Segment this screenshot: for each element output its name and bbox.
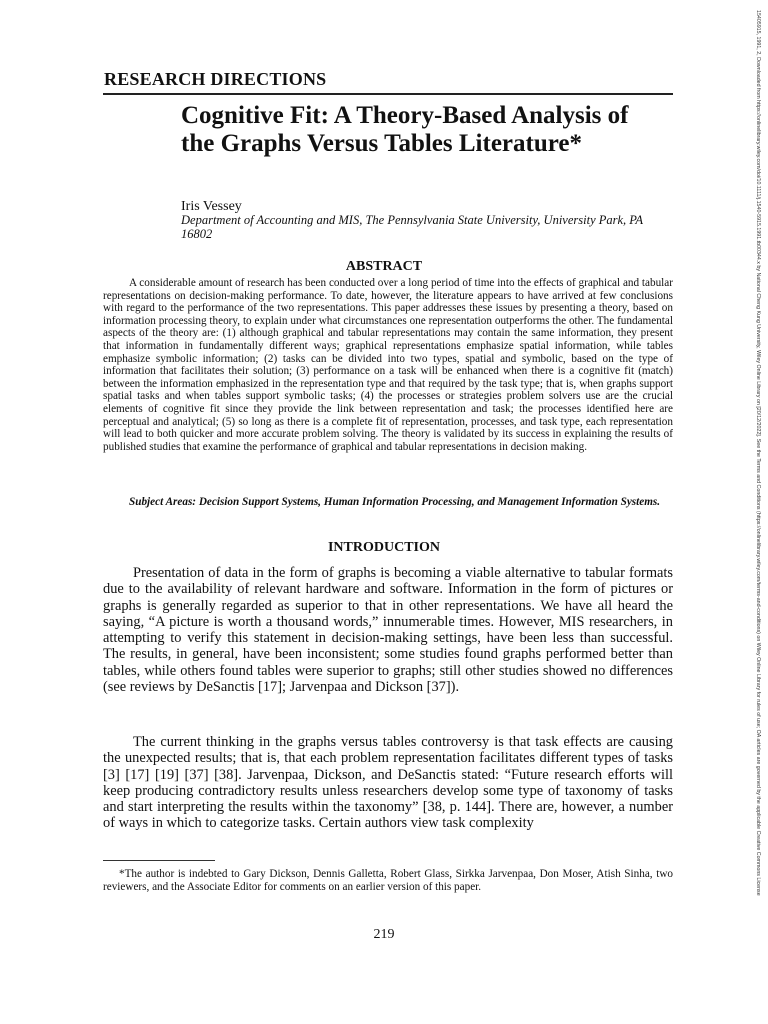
intro-paragraph-1: Presentation of data in the form of graphs is becoming a viable alternative to tabular formats due to the availability of relevant hardware and software. Information in the form of pictures or graphs is generally regarded as superior to that in other representations. We have all heard the saying, “A picture is worth a thousand words,” innumerable times. However, MIS researchers, in attempting to verify this statement in decision-making settings, have been less than successful. The results, in general, have been inconsistent; some studies found graphs performed better than tables, while others found tables were superior to graphs; still other studies showed no differences (see reviews by DeSanctis [17]; Jarvenpaa and Dickson [37]). (103, 565, 673, 696)
heading-rule (103, 93, 673, 95)
paper-title: Cognitive Fit: A Theory-Based Analysis of the Graphs Versus Tables Literature* (181, 102, 629, 157)
section-heading: RESEARCH DIRECTIONS (104, 69, 327, 89)
download-side-note: 15405915, 1991, 2, Downloaded from https://onlinelibrary.wiley.com/doi/10.1111/j.1540-5915.1991.tb00344.x by National Cheng Kung University, Wiley Online Library on [20/12/2022]. See the Terms and Conditions (https://onlinelibrary.wiley.com/terms-and-conditions) on Wiley Online Library for rules of use; OA articles are governed by the applicable Creative Commons License (755, 10, 761, 896)
subject-areas-list: Decision Support Systems, Human Information Processing, and Management Information Systems. (198, 496, 661, 508)
footnote-rule (103, 860, 215, 861)
intro-paragraph-2: The current thinking in the graphs versus tables controversy is that task effects are causing the unexpected results; that is, that each problem representation facilitates different types of tasks [3] [17] [19] [37] [38]. Jarvenpaa, Dickson, and DeSanctis stated: “Future research efforts will keep producing contradictory results unless researchers develop some type of taxonomy of tasks and start interpreting the results within the taxonomy” [38, p. 144]. There are, however, a number of ways in which to categorize tasks. Certain authors view task complexity (103, 734, 673, 832)
author-affiliation: Department of Accounting and MIS, The Pennsylvania State University, University Park, PA 16802 (181, 213, 643, 241)
introduction-heading: INTRODUCTION (327, 540, 440, 555)
footnote: *The author is indebted to Gary Dickson, Dennis Galletta, Robert Glass, Sirkka Jarvenpaa, Don Moser, Atish Sinha, two reviewers, and the Associate Editor for comments on an earlier version of this paper. (103, 868, 673, 893)
abstract-text: A considerable amount of research has been conducted over a long period of time into the effects of graphical and tabular representations on decision-making performance. To date, however, the literature appears to have arrived at few conclusions with regard to the performance of the two representations. This paper addresses these issues by presenting a theory, based on information processing theory, to explain under what circumstances one representation outperforms the other. The fundamental aspects of the theory are: (1) although graphical and tabular representations may contain the same information, they present that information in fundamentally different ways; graphical representations emphasize spatial information, while tables emphasize symbolic information; (2) tasks can be divided into two types, spatial and symbolic, based on the type of information that facilitates their solution; (3) performance on a task will be enhanced when there is a cognitive fit (match) between the information emphasized in the representation type and that required by the task type; that is, when graphs support spatial tasks and when tables support symbolic tasks; (4) the processes or strategies problem solvers use are the crucial elements of cognitive fit since they provide the link between representation and task; the processes identified here are perceptual and analytical; (5) so long as there is a complete fit of representation, processes, and task type, each representation will lead to both quicker and more accurate problem solving. The theory is validated by its success in explaining the results of published studies that examine the performance of graphical and tabular representations in decision making. (103, 277, 673, 453)
page-number: 219 (373, 927, 395, 942)
abstract-heading: ABSTRACT (345, 259, 423, 274)
subject-areas-label: Subject Areas: (129, 496, 197, 508)
subject-areas (103, 496, 673, 509)
author-name: Iris Vessey (181, 199, 242, 214)
